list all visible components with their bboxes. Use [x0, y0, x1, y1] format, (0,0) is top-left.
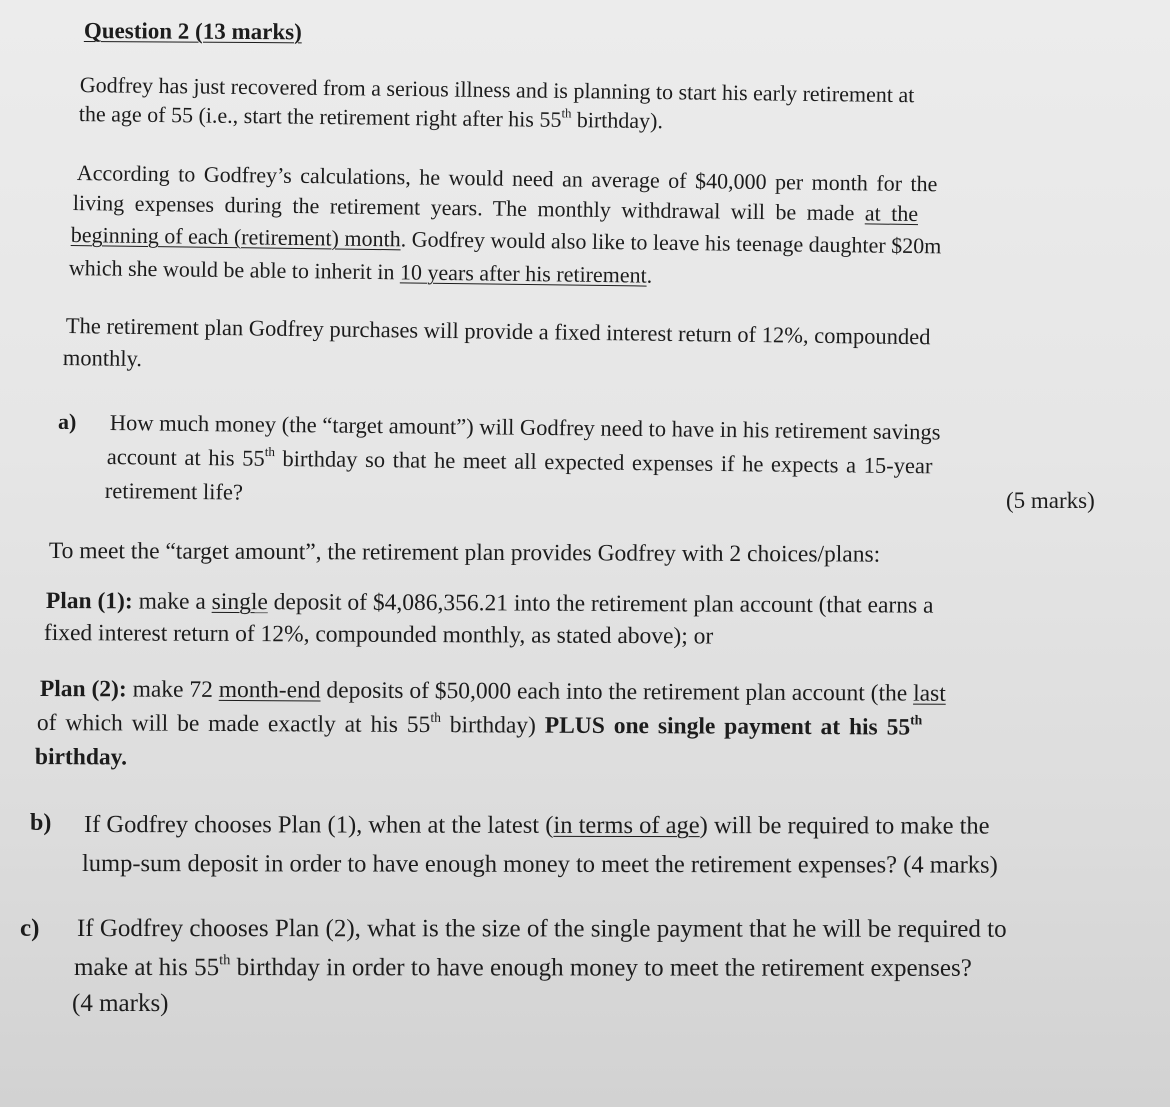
part-a-label: a): [58, 409, 77, 434]
superscript: th: [264, 444, 276, 460]
intro-p2-line2: [73, 190, 919, 227]
plan2-line2: [37, 710, 922, 742]
intro-p2-line3: [71, 222, 942, 259]
part-a-line2-end: birthday so that he meet all expected expenses if he expects a 15-year: [274, 445, 933, 479]
superscript: th: [219, 952, 231, 969]
part-a-line3: retirement life?: [104, 478, 244, 505]
plan2-text: make 72: [126, 676, 219, 703]
part-a-marks: (5 marks): [1006, 488, 1095, 513]
plan2-label: Plan (2):: [39, 676, 127, 703]
plan2-line1: [40, 676, 946, 708]
intro-p2-line4-end: .: [646, 262, 653, 288]
plan2-line3: birthday.: [34, 744, 128, 771]
underlined-phrase: month-end: [218, 676, 321, 704]
part-b-line2: lump-sum deposit in order to have enough money to meet the retirement expenses? (4 marks): [81, 850, 998, 879]
intro-p2-line4: [69, 255, 653, 289]
intro-p2-line4-text: which she would be able to inherit in: [68, 255, 401, 285]
underlined-phrase: last: [913, 680, 946, 707]
part-c-line2: [74, 954, 972, 983]
underlined-phrase: 10 years after his retirement: [399, 259, 647, 288]
part-c-line3: (4 marks): [72, 990, 169, 1017]
underlined-phrase: in terms of age: [553, 811, 700, 840]
underlined-phrase: beginning of each (retirement) month: [70, 222, 401, 252]
superscript: th: [561, 106, 572, 121]
intro-p2-line3-text: . Godfrey would also like to leave his teenage daughter $20m: [400, 226, 942, 259]
intro-p1-line2: [79, 101, 663, 134]
part-b-line1-text: If Godfrey chooses Plan (1), when at the latest (: [83, 811, 554, 839]
part-b-label: b): [30, 810, 52, 836]
question-title: Question 2 (13 marks): [83, 18, 302, 45]
intro-p1-line2-text: the age of 55 (i.e., start the retirement right after his 55: [78, 101, 562, 132]
intro-p3-line1: The retirement plan Godfrey purchases will provide a fixed interest return of 12%, compounded: [65, 313, 931, 350]
part-c-line1: If Godfrey chooses Plan (2), what is the size of the single payment that he will be required to: [76, 915, 1007, 943]
superscript: th: [910, 712, 923, 728]
plan1-line1: [46, 588, 934, 620]
plan1-text: make a: [132, 588, 212, 615]
part-c-label: c): [20, 915, 40, 942]
part-b-line1: [84, 811, 990, 841]
plan1-label: Plan (1):: [45, 588, 133, 615]
plan1-line2: fixed interest return of 12%, compounded monthly, as stated above); or: [43, 620, 714, 650]
intro-p2-line1: According to Godfrey’s calculations, he would need an average of $40,000 per month for the: [76, 160, 938, 197]
plan2-bold-text: PLUS one single payment at his 55: [544, 712, 911, 741]
part-c-line2-end: birthday in order to have enough money to meet the retirement expenses?: [230, 954, 972, 982]
intro-p1-line2-end: birthday).: [571, 107, 664, 134]
underlined-phrase: single: [211, 588, 268, 616]
plan2-line2-mid: birthday): [440, 712, 545, 739]
plans-intro: To meet the “target amount”, the retirement plan provides Godfrey with 2 choices/plans:: [48, 538, 881, 568]
part-a-line1: How much money (the “target amount”) will Godfrey need to have in his retirement savings: [109, 410, 941, 445]
superscript: th: [430, 709, 441, 725]
part-b-line1-end: ) will be required to make the: [699, 812, 990, 840]
plan2-text-mid: deposits of $50,000 each into the retirement plan account (the: [320, 677, 914, 707]
part-a-line2: [107, 444, 933, 479]
plan2-line2-text: of which will be made exactly at his 55: [36, 710, 431, 739]
part-a-line2-text: account at his 55: [106, 444, 265, 471]
underlined-phrase: at the: [864, 200, 919, 227]
part-c-line2-text: make at his 55: [73, 954, 220, 982]
intro-p1-line1: Godfrey has just recovered from a serious illness and is planning to start his early retirement at: [79, 72, 915, 108]
plan1-text-end: deposit of $4,086,356.21 into the retirement plan account (that earns a: [267, 589, 934, 619]
intro-p3-line2: monthly.: [62, 345, 143, 372]
intro-p2-line2-text: living expenses during the retirement years. The monthly withdrawal will be made: [72, 190, 866, 226]
